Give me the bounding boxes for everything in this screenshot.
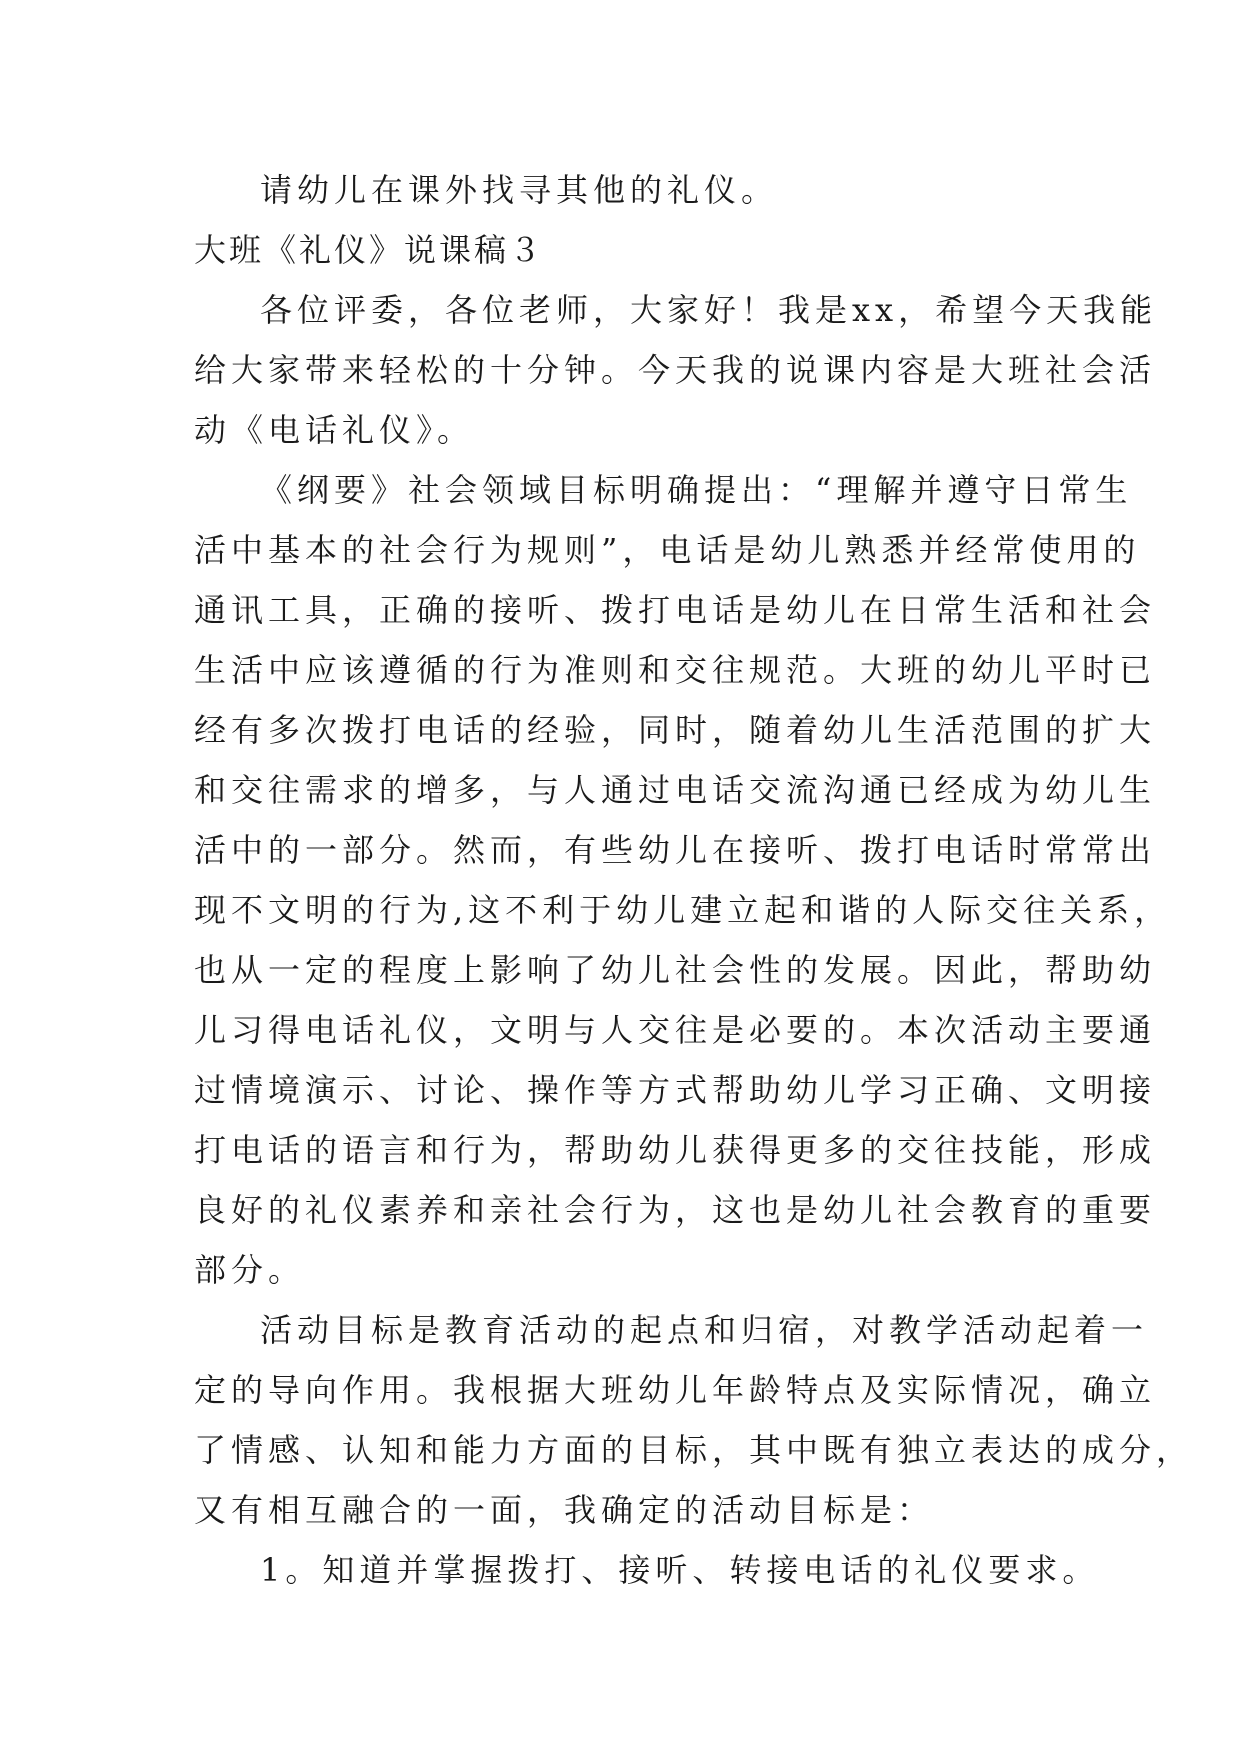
paragraph-line: 儿习得电话礼仪，文明与人交往是必要的。本次活动主要通 — [194, 1011, 1157, 1049]
paragraph-line: 了情感、认知和能力方面的目标，其中既有独立表达的成分， — [194, 1431, 1194, 1469]
section-heading: 大班《礼仪》说课稿３ — [194, 231, 545, 269]
paragraph-line: 过情境演示、讨论、操作等方式帮助幼儿学习正确、文明接 — [194, 1071, 1157, 1109]
paragraph-line: 和交往需求的增多，与人通过电话交流沟通已经成为幼儿生 — [194, 771, 1157, 809]
paragraph-line: 打电话的语言和行为，帮助幼儿获得更多的交往技能，形成 — [194, 1131, 1157, 1169]
paragraph-line: 活中基本的社会行为规则”，电话是幼儿熟悉并经常使用的 — [194, 531, 1141, 569]
paragraph-line: 各位评委，各位老师，大家好！我是xx，希望今天我能 — [260, 291, 1158, 329]
paragraph-line: 现不文明的行为,这不利于幼儿建立起和谐的人际交往关系， — [194, 891, 1172, 929]
paragraph-line: 《纲要》社会领域目标明确提出：“理解并遵守日常生 — [260, 471, 1133, 509]
paragraph-line: 经有多次拨打电话的经验，同时，随着幼儿生活范围的扩大 — [194, 711, 1157, 749]
paragraph-line: 活动目标是教育活动的起点和归宿，对教学活动起着一 — [260, 1311, 1149, 1349]
paragraph-line: 也从一定的程度上影响了幼儿社会性的发展。因此，帮助幼 — [194, 951, 1157, 989]
paragraph-line: 动《电话礼仪》。 — [194, 411, 475, 449]
paragraph-line: 请幼儿在课外找寻其他的礼仪。 — [260, 171, 779, 209]
paragraph-line: 给大家带来轻松的十分钟。今天我的说课内容是大班社会活 — [194, 351, 1157, 389]
list-item: 1。知道并掌握拨打、接听、转接电话的礼仪要求。 — [260, 1551, 1100, 1589]
paragraph-line: 活中的一部分。然而，有些幼儿在接听、拨打电话时常常出 — [194, 831, 1157, 869]
paragraph-line: 生活中应该遵循的行为准则和交往规范。大班的幼儿平时已 — [194, 651, 1157, 689]
paragraph-line: 又有相互融合的一面，我确定的活动目标是： — [194, 1491, 935, 1529]
paragraph-line: 通讯工具，正确的接听、拨打电话是幼儿在日常生活和社会 — [194, 591, 1157, 629]
paragraph-line: 良好的礼仪素养和亲社会行为，这也是幼儿社会教育的重要 — [194, 1191, 1157, 1229]
paragraph-line: 定的导向作用。我根据大班幼儿年龄特点及实际情况，确立 — [194, 1371, 1157, 1409]
paragraph-line: 部分。 — [194, 1251, 306, 1289]
document-page — [194, 160, 1194, 1600]
